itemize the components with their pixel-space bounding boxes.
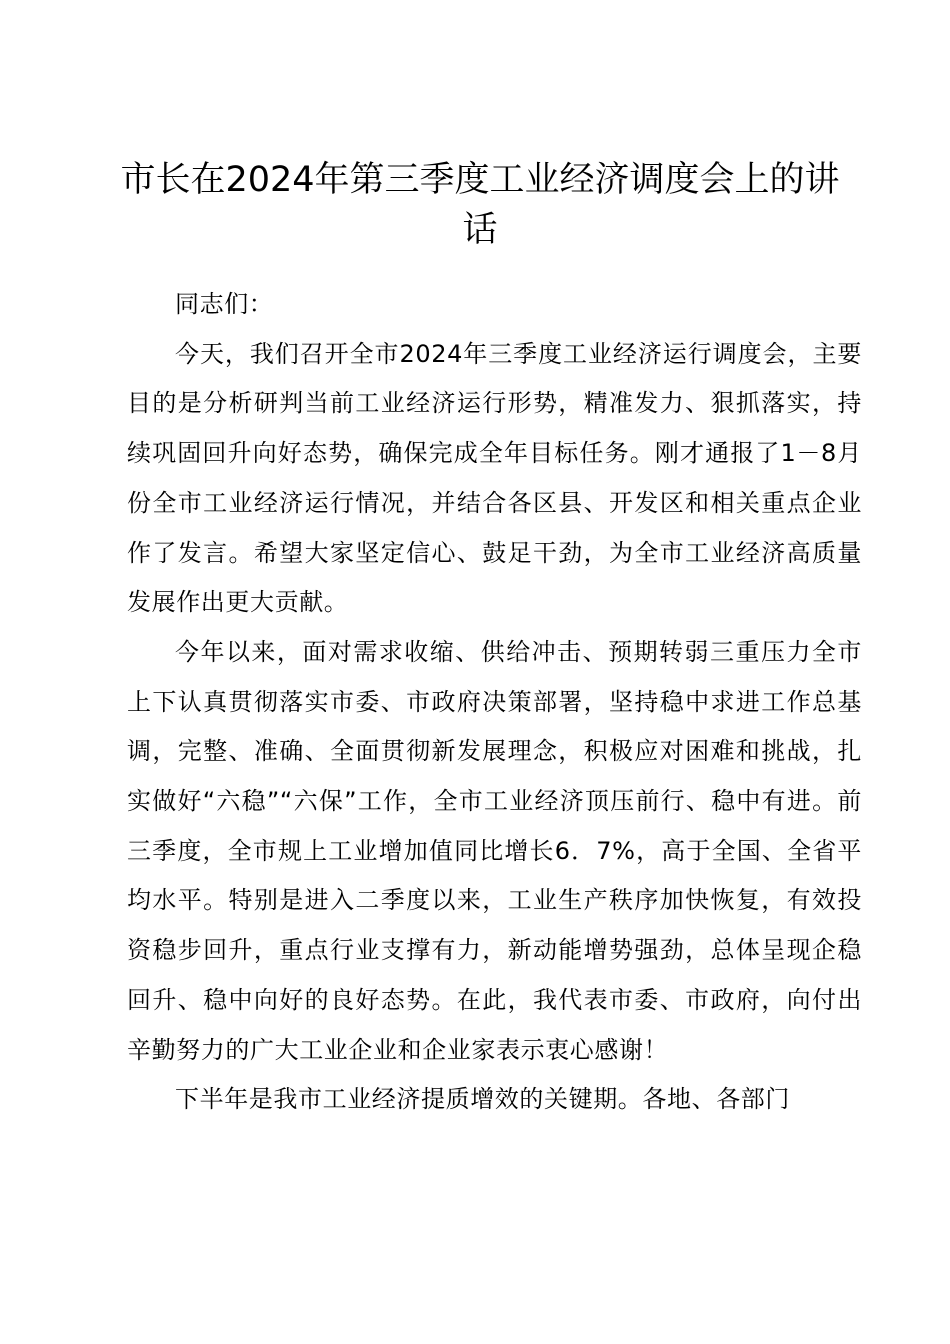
document-body bbox=[127, 280, 862, 1125]
document-title: 市长在2024年第三季度工业经济调度会上的讲话 bbox=[120, 160, 840, 250]
salutation: 同志们： bbox=[175, 290, 274, 318]
paragraph-meeting-purpose: 今天，我们召开全市2024年三季度工业经济运行调度会，主要目的是分析研判当前工业经济运行形势，精准发力、狠抓落实，持续巩固回升向好态势，确保完成全年目标任务。刚才通报了1－8月份全市工业经济运行情况，并结合各区县、开发区和相关重点企业作了发言。希望大家坚定信心、鼓足干劲，为全市工业经济高质量发展作出更大贡献。 bbox=[127, 339, 862, 617]
paragraph-second-half: 下半年是我市工业经济提质增效的关键期。各地、各部门 bbox=[175, 1085, 790, 1114]
paragraph-performance-review: 今年以来，面对需求收缩、供给冲击、预期转弱三重压力全市上下认真贯彻落实市委、市政府决策部署，坚持稳中求进工作总基调，完整、准确、全面贯彻新发展理念，积极应对困难和挑战，扎实做好“六稳”“六保”工作，全市工业经济顶压前行、稳中有进。前三季度，全市规上工业增加值同比增长6．7%，高于全国、全省平均水平。特别是进入二季度以来，工业生产秩序加快恢复，有效投资稳步回升，重点行业支撑有力，新动能增势强劲，总体呈现企稳回升、稳中向好的良好态势。在此，我代表市委、市政府，向付出辛勤努力的广大工业企业和企业家表示衷心感谢！ bbox=[127, 637, 862, 1064]
